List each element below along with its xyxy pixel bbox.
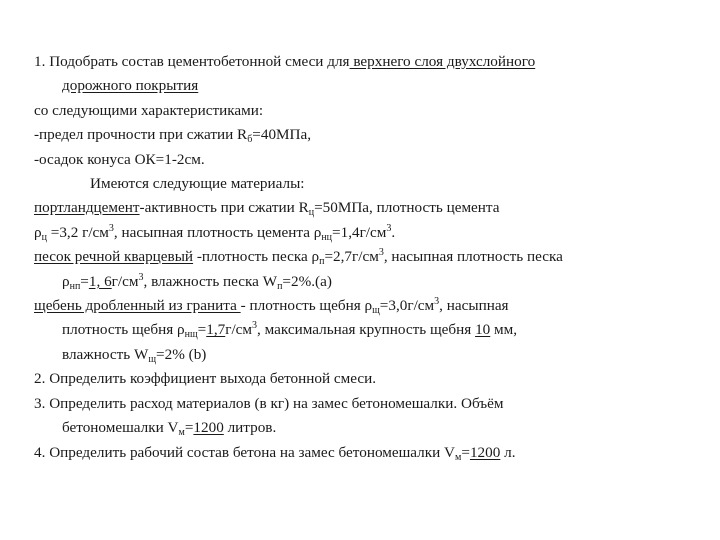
gravel-sub-d: нщ xyxy=(184,329,198,341)
strength-sub: б xyxy=(247,134,253,146)
cement-bulk-density: =1,4г/см xyxy=(332,223,387,241)
task4-line xyxy=(34,441,694,465)
cement-text-e: , насыпная плотность цемента ρ xyxy=(113,223,322,241)
gravel-line3 xyxy=(34,343,694,367)
gravel-eq: = xyxy=(197,321,207,339)
task3-volume: 1200 xyxy=(193,419,224,437)
gravel-sub-a: щ xyxy=(372,305,380,317)
gravel-density: =3,0г/см xyxy=(379,297,435,315)
strength-line xyxy=(34,123,694,147)
cement-sub-a: ц xyxy=(308,207,315,219)
task1-underlined-text: верхнего слоя двухслойного xyxy=(349,53,536,70)
task3-line1: 3. Определить расход материалов (в кг) на замес бетономешалки. Объём xyxy=(34,394,504,412)
gravel-max-size: 10 xyxy=(475,321,491,339)
task1-text: 1. Подобрать состав цементобетонной смеси для xyxy=(34,53,350,70)
gravel-bulk-value: 1,7 xyxy=(206,321,226,339)
sand-density: =2,7г/см xyxy=(324,248,379,266)
cement-sub-c: ц xyxy=(41,231,47,243)
task1-line2 xyxy=(34,74,694,98)
task1-line3: со следующими характеристиками: xyxy=(34,101,264,119)
cement-rho: ρ xyxy=(34,223,42,241)
sand-sub-d: нп xyxy=(69,280,81,292)
gravel-text-a: - плотность щебня ρ xyxy=(240,297,373,315)
gravel-sup-f: 3 xyxy=(252,320,258,332)
sand-moisture: =2%.(a) xyxy=(282,272,332,290)
task3-text-b: бетономешалки V xyxy=(62,419,179,437)
cement-density: =3,2 г/см xyxy=(46,223,109,241)
gravel-unit: г/см xyxy=(225,321,253,339)
sand-sup-f: 3 xyxy=(138,271,144,283)
sand-unit: г/см xyxy=(111,272,139,290)
task4-text-a: 4. Определить рабочий состав бетона на замес бетономешалки V xyxy=(34,443,456,461)
cement-text-a: -активность при сжатии R xyxy=(139,199,309,217)
cement-name: портландцемент xyxy=(34,199,140,217)
gravel-sub-i: щ xyxy=(148,353,157,365)
gravel-line2 xyxy=(34,318,694,342)
task4-volume: 1200 xyxy=(469,443,501,461)
sand-rho: ρ xyxy=(62,272,70,290)
materials-heading: Имеются следующие материалы: xyxy=(90,175,305,193)
task4-unit: л. xyxy=(500,443,516,461)
gravel-name: щебень дробленный из гранита xyxy=(34,297,241,315)
task4-sub-a: м xyxy=(455,451,462,463)
sand-eq: = xyxy=(80,272,89,290)
cement-sub-e: нц xyxy=(321,231,333,243)
strength-value: =40МПа, xyxy=(252,126,312,144)
cement-text-b: =50МПа, плотность цемента xyxy=(314,199,500,217)
sand-sub-g: п xyxy=(277,280,283,292)
cement-line1 xyxy=(34,196,694,220)
gravel-moisture: =2% (b) xyxy=(156,345,207,363)
sand-text-g: , влажность песка W xyxy=(143,272,278,290)
task3-unit: литров. xyxy=(223,419,277,437)
task2-line: 2. Определить коэффициент выхода бетонной смеси. xyxy=(34,370,377,388)
cement-sup-f: 3 xyxy=(386,222,392,234)
gravel-text-c: , насыпная xyxy=(439,297,509,315)
sand-line1 xyxy=(34,245,694,269)
sand-line2 xyxy=(34,270,694,294)
task3-sub-b: м xyxy=(178,427,185,439)
sand-sup-b: 3 xyxy=(378,247,384,259)
sand-text-a: -плотность песка ρ xyxy=(193,248,320,266)
slump-line: -осадок конуса ОК=1-2см. xyxy=(34,150,205,168)
gravel-sup-b: 3 xyxy=(434,296,440,308)
cement-sup-d: 3 xyxy=(108,222,114,234)
sand-sub-a: п xyxy=(319,256,325,268)
cement-line2 xyxy=(34,221,694,245)
gravel-line1 xyxy=(34,294,694,318)
document-body xyxy=(34,50,694,465)
gravel-text-g: , максимальная крупность щебня xyxy=(257,321,476,339)
cement-end: . xyxy=(391,223,396,241)
gravel-text-d: плотность щебня ρ xyxy=(62,321,185,339)
gravel-text-i: влажность W xyxy=(62,345,149,363)
task3-line2 xyxy=(34,416,694,440)
strength-text: -предел прочности при сжатии R xyxy=(34,126,248,144)
task3-eq: = xyxy=(184,419,194,437)
task1-underlined-text-2: дорожного покрытия xyxy=(62,77,199,95)
sand-bulk-value: 1, 6 xyxy=(88,272,112,290)
task4-eq: = xyxy=(461,443,470,461)
task1-line1 xyxy=(34,50,694,74)
sand-text-c: , насыпная плотность песка xyxy=(383,248,563,266)
sand-name: песок речной кварцевый xyxy=(34,248,194,266)
gravel-text-h: мм, xyxy=(490,321,518,339)
